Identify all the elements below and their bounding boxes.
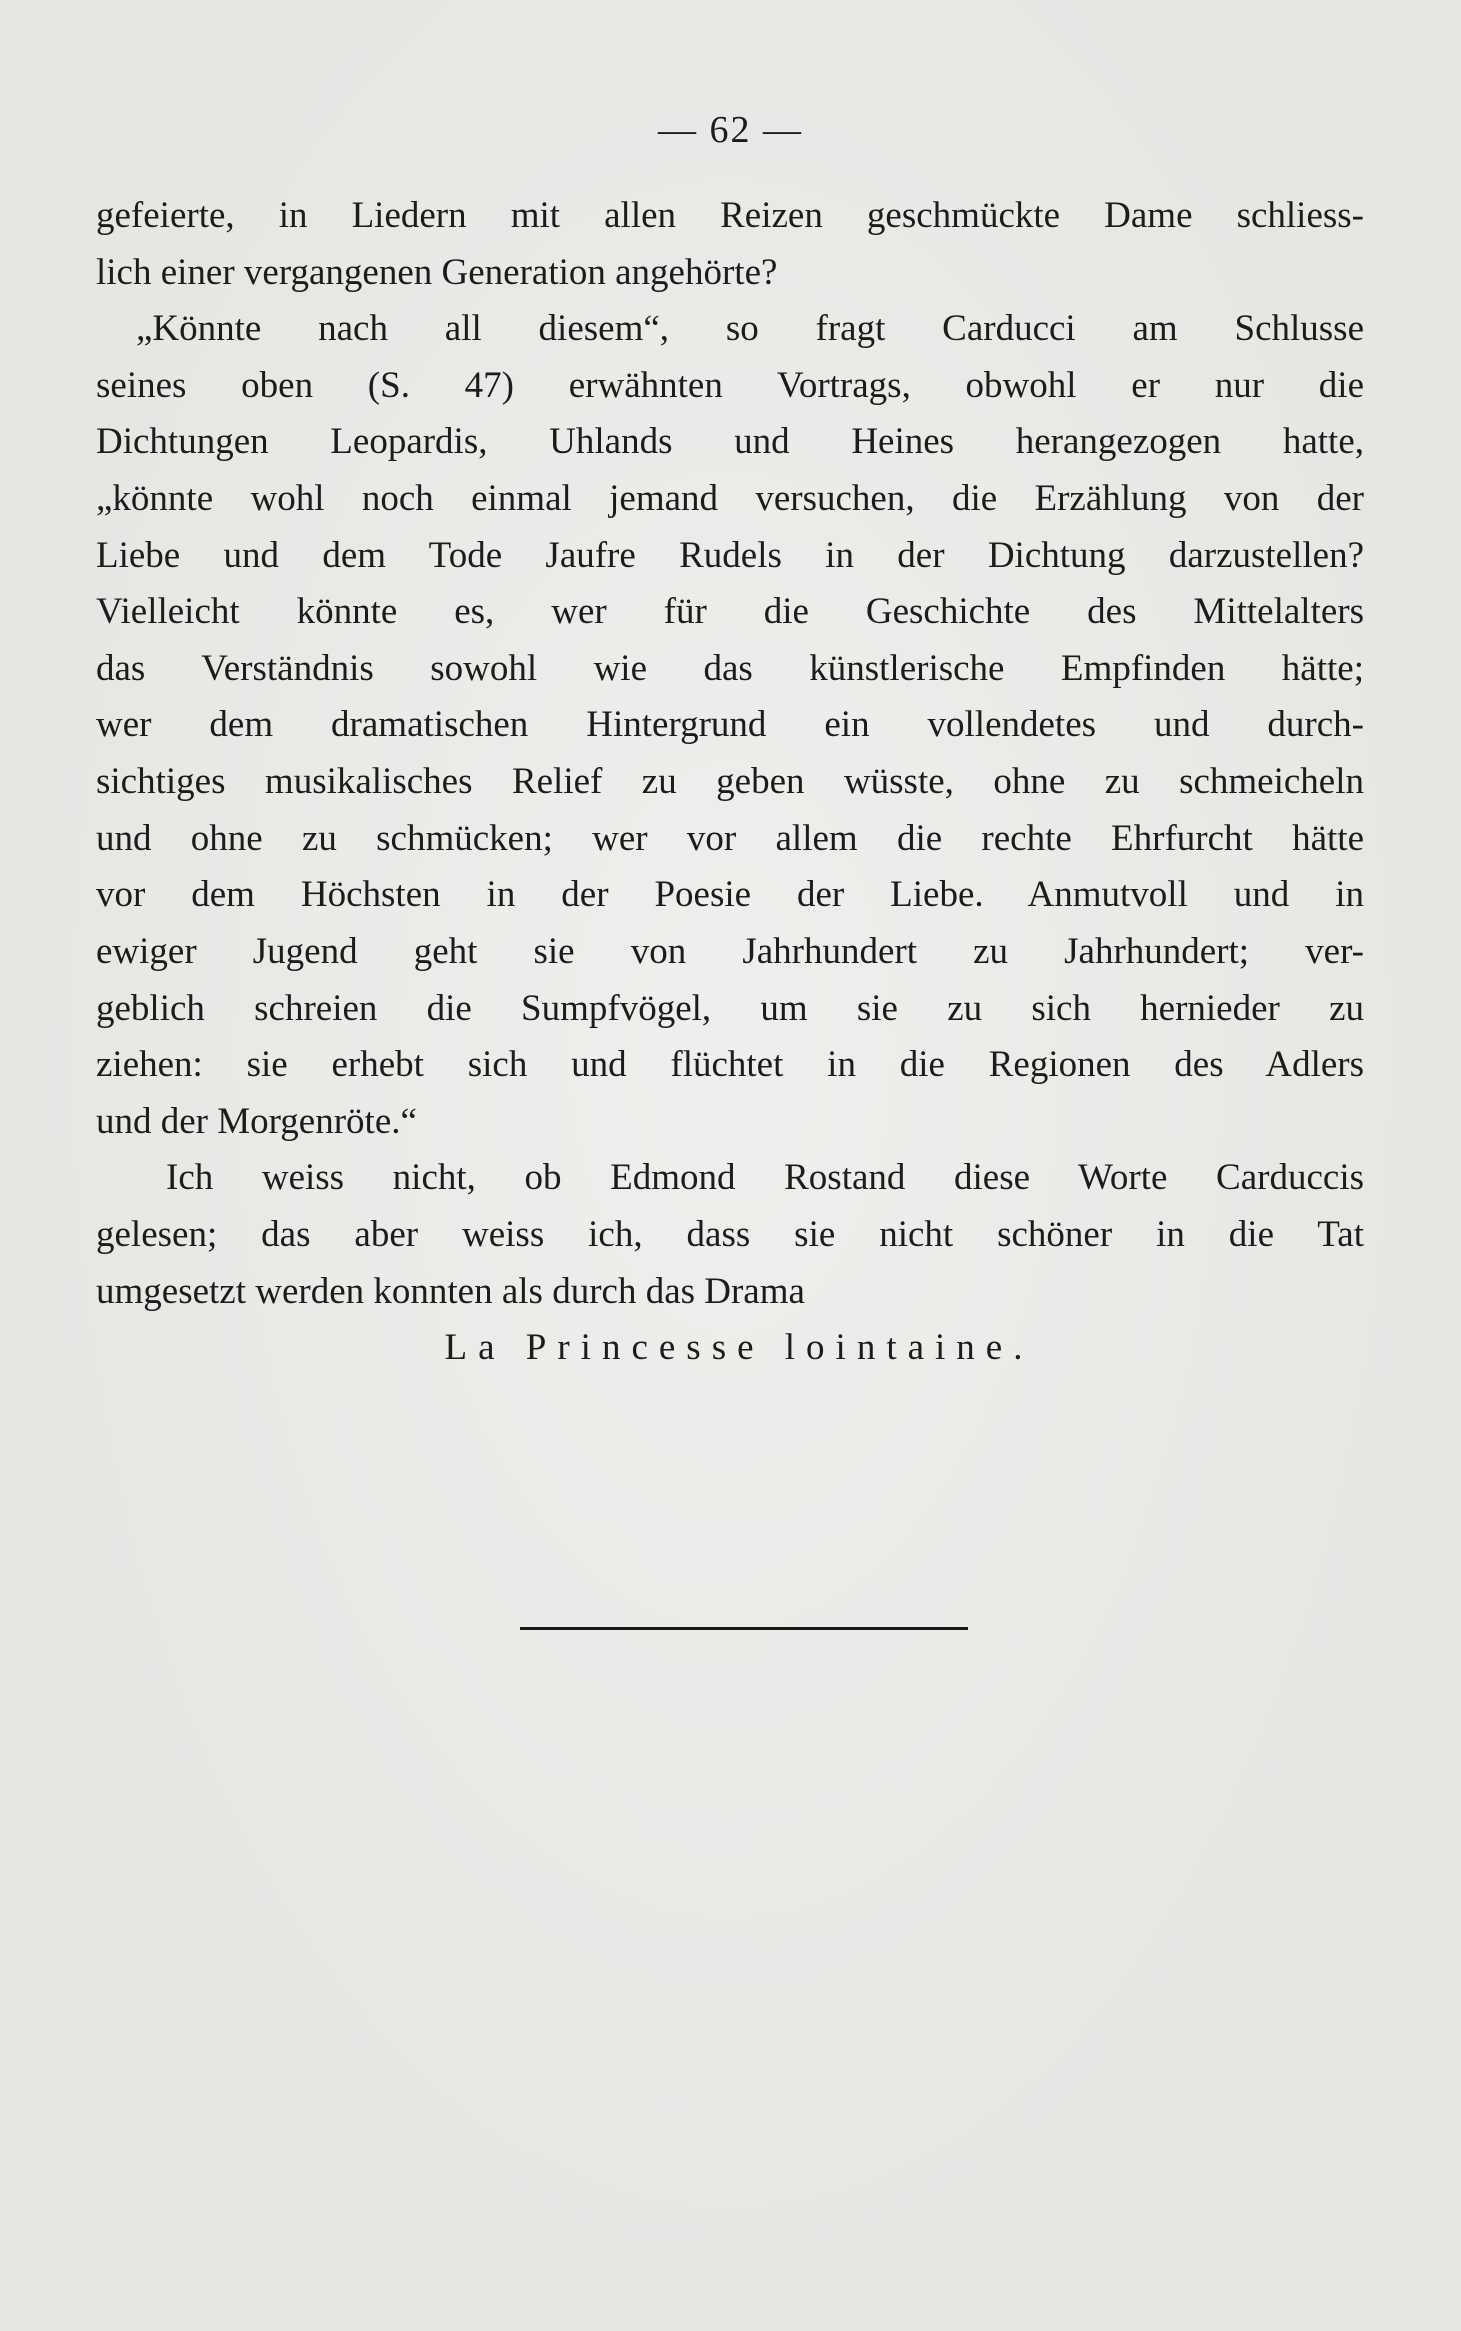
text-line: seines oben (S. 47) erwähnten Vortrags, obwohl er nur die [96,364,1364,406]
section-divider [520,1627,968,1630]
text-line: sichtiges musikalisches Relief zu geben wüsste, ohne zu schmeicheln [96,761,1364,803]
body-text [96,188,1364,1377]
text-line: wer dem dramatischen Hintergrund ein vollendetes und durch- [96,704,1364,746]
text-line: gelesen; das aber weiss ich, dass sie nicht schöner in die Tat [96,1213,1364,1255]
text-line: und ohne zu schmücken; wer vor allem die rechte Ehrfurcht hätte [96,817,1364,859]
text-line: das Verständnis sowohl wie das künstlerische Empfinden hätte; [96,647,1364,689]
text-line: ziehen: sie erhebt sich und flüchtet in die Regionen des Adlers [96,1044,1364,1086]
drama-title: La Princesse lointaine. [444,1327,1034,1369]
text-line: gefeierte, in Liedern mit allen Reizen geschmückte Dame schliess- [96,195,1364,236]
text-line: geblich schreien die Sumpfvögel, um sie zu sich hernieder zu [96,987,1364,1029]
text-line: „könnte wohl noch einmal jemand versuchen, die Erzählung von der [96,478,1364,520]
text-line: vor dem Höchsten in der Poesie der Liebe. Anmutvoll und in [96,874,1364,916]
text-line: Dichtungen Leopardis, Uhlands und Heines herangezogen hatte, [96,421,1364,463]
text-line: lich einer vergangenen Generation angehörte? [96,251,778,293]
text-line: Ich weiss nicht, ob Edmond Rostand diese Worte Carduccis [166,1157,1364,1199]
text-line: Vielleicht könnte es, wer für die Geschichte des Mittelalters [96,591,1364,633]
page-number: — 62 — [658,109,803,151]
text-line: „Könnte nach all diesem“, so fragt Carducci am Schlusse [136,308,1364,350]
text-line: Liebe und dem Tode Jaufre Rudels in der Dichtung darzustellen? [96,534,1364,576]
text-line: ewiger Jugend geht sie von Jahrhundert zu Jahrhundert; ver- [96,930,1364,972]
text-line: und der Morgenröte.“ [96,1100,417,1142]
text-line: umgesetzt werden konnten als durch das Drama [96,1270,805,1312]
